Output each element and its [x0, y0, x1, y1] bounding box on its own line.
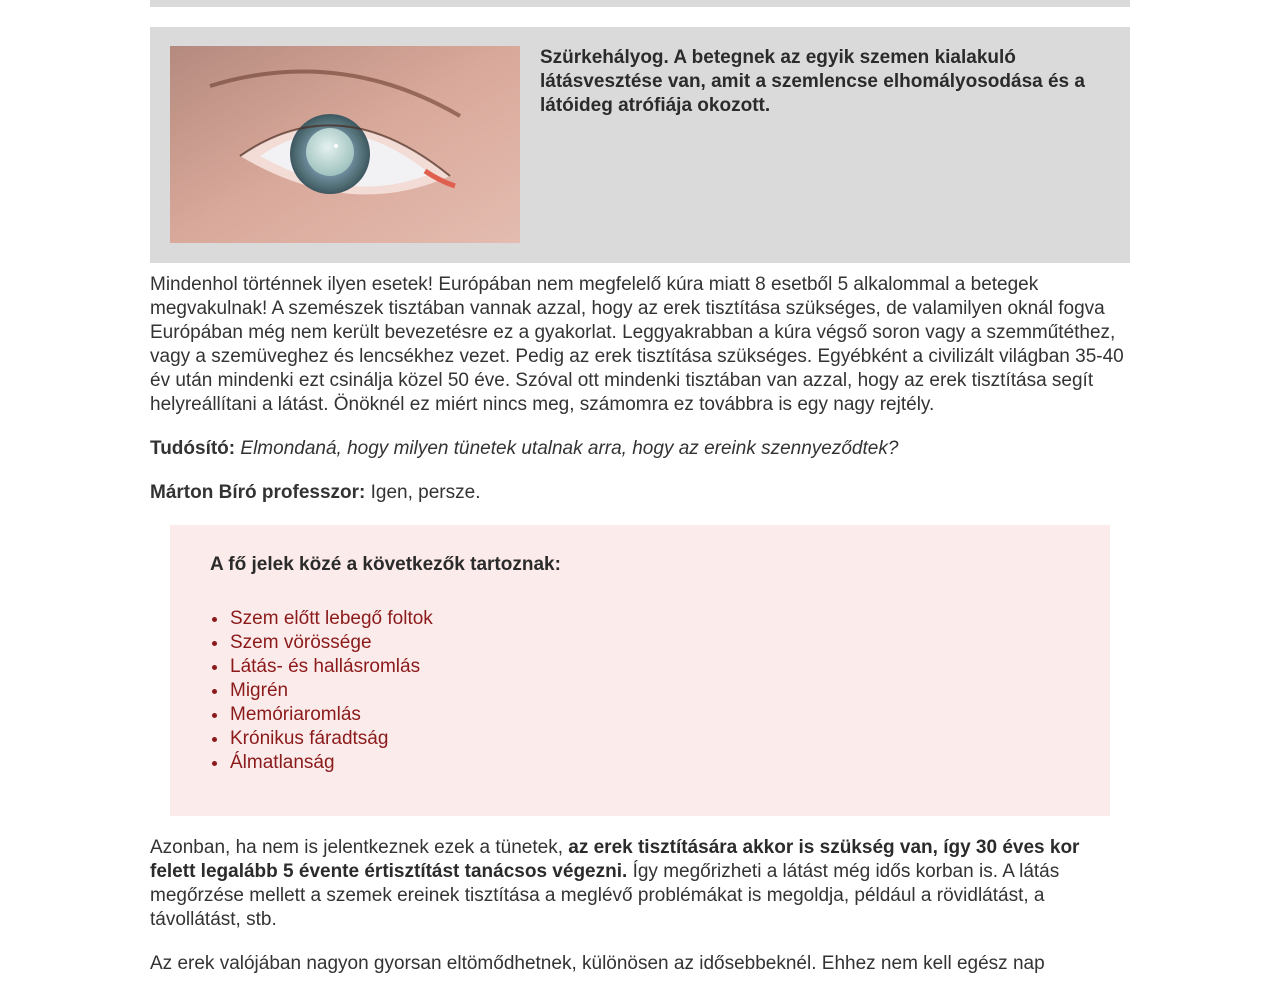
- article-body: [150, 0, 1130, 996]
- paragraph-advice: [150, 836, 1130, 932]
- symptoms-list: [210, 607, 1070, 775]
- paragraph-vessels: Az erek valójában nagyon gyorsan eltömődhetnek, különösen az idősebbeknél. Ehhez nem kell egész nap: [150, 953, 1045, 974]
- advice-pre: Azonban, ha nem is jelentkeznek ezek a tünetek,: [150, 837, 569, 858]
- symptom-item: Szem előtt lebegő foltok: [210, 607, 1070, 631]
- paragraph-intro: Mindenhol történnek ilyen esetek! Európában nem megfelelő kúra miatt 8 esetből 5 alkalommal a betegek megvakulnak! A szemészek tisztában vannak azzal, hogy az erek tisztítása szükséges, de valamilyen oknál fogva Európában még nem került bevezetésre ez a gyakorlat. Leggyakrabban a kúra végső soron vagy a szemműtéthez, vagy a szemüveghez és lencsékhez vezet. Pedig az erek tisztítása szükséges. Egyébként a civilizált világban 35-40 év után mindenki ezt csinálja közel 50 éve. Szóval ott mindenki tisztában van azzal, hogy az erek tisztítása segít helyreállítani a látást. Önöknél ez miért nincs meg, számomra ez továbbra is egy nagy rejtély.: [150, 274, 1124, 415]
- answer-label: Márton Bíró professzor:: [150, 482, 366, 503]
- symptoms-box: [170, 525, 1110, 816]
- question-text: Elmondaná, hogy milyen tünetek utalnak arra, hogy az ereink szennyeződtek?: [240, 438, 899, 459]
- symptom-item: Álmatlanság: [210, 751, 1070, 775]
- interview-question: [150, 437, 1130, 461]
- interview-answer: [150, 481, 1130, 505]
- answer-text: Igen, persze.: [370, 482, 481, 503]
- symptom-item: Migrén: [210, 679, 1070, 703]
- symptom-item: Szem vörössége: [210, 631, 1070, 655]
- figure-box: [150, 27, 1130, 263]
- symptoms-title: A fő jelek közé a következők tartoznak:: [210, 554, 561, 575]
- top-divider-box: [150, 0, 1130, 7]
- symptom-item: Krónikus fáradtság: [210, 727, 1070, 751]
- question-label: Tudósító:: [150, 438, 236, 459]
- figure-caption: Szürkehályog. A betegnek az egyik szemen kialakuló látásvesztése van, amit a szemlencse elhomályosodása és a látóideg atrófiája okozott.: [540, 47, 1085, 116]
- advice-post: Így megőrizheti a látást még idős korban is. A látás megőrzése mellett a szemek ereinek tisztítása a meglévő problémákat is megoldja, például a rövidlátást, a távollátást, stb.: [150, 861, 1060, 930]
- eye-cataract-image: [170, 46, 520, 243]
- symptom-item: Látás- és hallásromlás: [210, 655, 1070, 679]
- advice-bold: az erek tisztítására akkor is szükség van, így 30 éves kor felett legalább 5 évente értisztítást tanácsos végezni.: [150, 837, 1080, 882]
- symptom-item: Memóriaromlás: [210, 703, 1070, 727]
